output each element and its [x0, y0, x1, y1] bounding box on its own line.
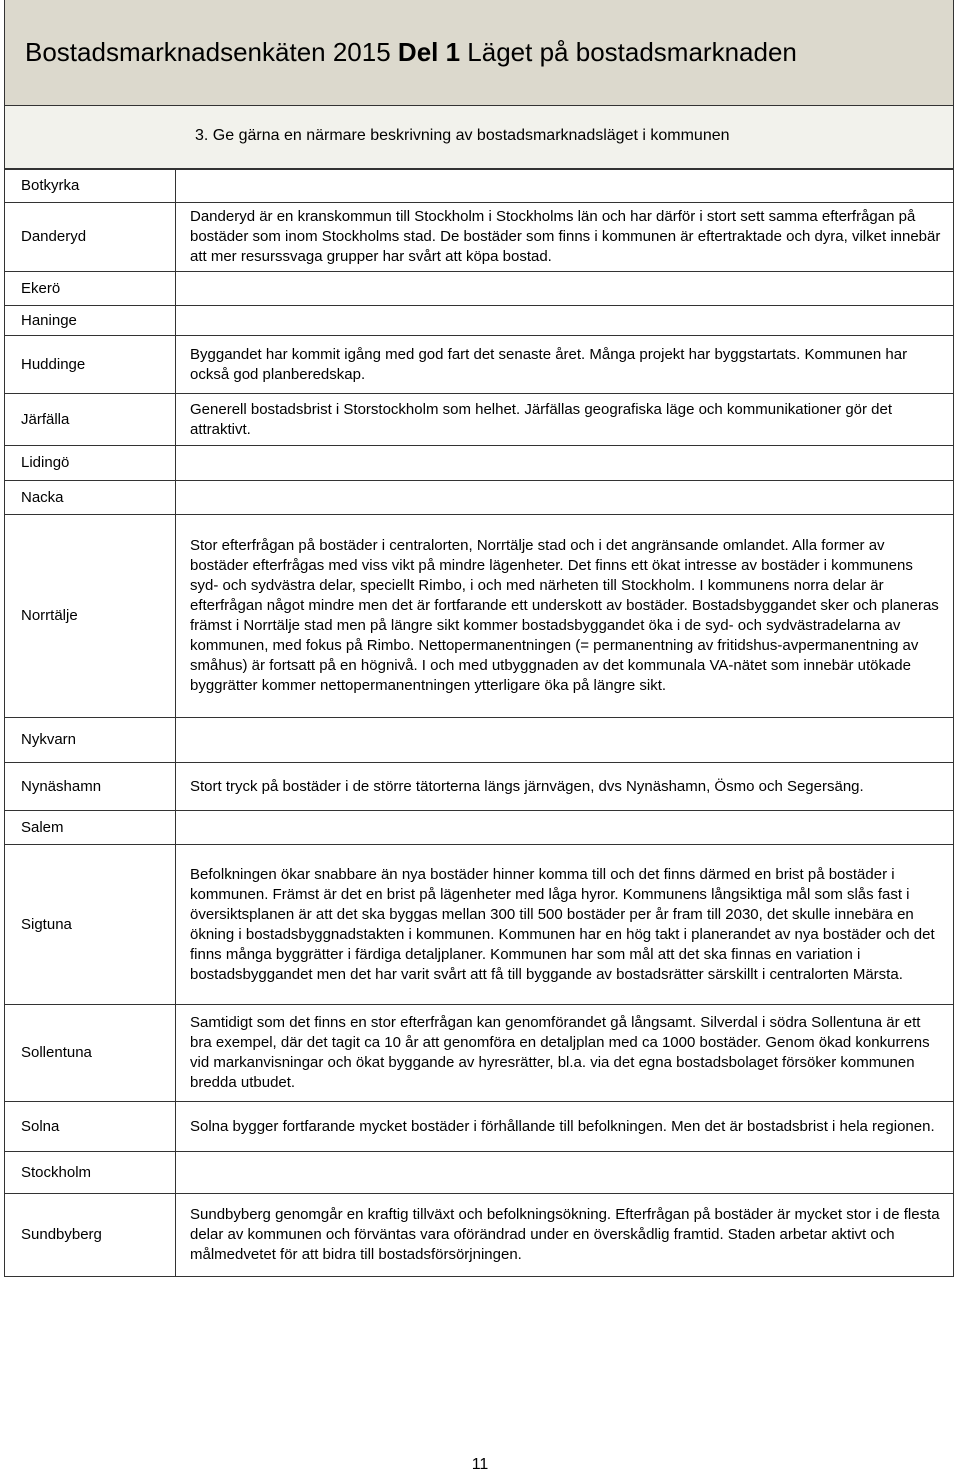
table-row: [5, 170, 954, 203]
municipality-name: Lidingö: [5, 446, 176, 481]
municipality-description: Sundbyberg genomgår en kraftig tillväxt och befolkningsökning. Efterfrågan på bostäder är mycket stor i de flesta delar av kommunen och förväntas vara oförändrad under en överskådlig framtid. Staden arbetar aktivt och målmedvetet för att bidra till bostadsförsörjningen.: [176, 1194, 954, 1277]
table-row: [5, 845, 954, 1005]
municipality-description: Stor efterfrågan på bostäder i centralorten, Norrtälje stad och i det angränsande omlandet. Alla former av bostäder efterfrågas med viss vikt på mindre lägenheter. Det finns ett ökat intresse av bostäder i kommunens syd- och sydvästra delar, speciellt Rimbo, i och med närheten till Stockholm. I kommunens norra delar är efterfrågan något mindre men det är fortfarande ett underskott av bostäder. Bostadsbyggandet sker och planeras främst i Norrtälje stad men på längre sikt kommer bostadsbyggandet öka i de syd- och sydvästradelarna av kommunen, med fokus på Rimbo. Nettopermanentningen (= permanentning av fritidshus-avpermanentning av småhus) är fortsatt på en högnivå. I och med utbyggnaden av det kommunala VA-nätet som innebär utökade byggrätter kommer nettopermanentningen ytterligare öka på längre sikt.: [176, 515, 954, 718]
municipality-name: Järfälla: [5, 394, 176, 446]
title-bold: Del 1: [397, 37, 461, 67]
page-title: [25, 37, 797, 68]
header-band: [4, 0, 954, 106]
table-row: [5, 481, 954, 515]
municipality-name: Salem: [5, 811, 176, 845]
table-row: [5, 272, 954, 306]
table-row: [5, 515, 954, 718]
municipality-description: [176, 170, 954, 203]
page-number: 11: [471, 1456, 489, 1473]
municipality-description: Samtidigt som det finns en stor efterfrågan kan genomförandet gå långsamt. Silverdal i södra Sollentuna är ett bra exempel, där det tagit ca 10 år att genomföra en detaljplan med ca 1000 bostäder. Genom ökad konkurrens vid markanvisningar och ökat byggande av hyresrätter, bl.a. via det egna bostadsbolaget försöker kommunen bredda utbudet.: [176, 1005, 954, 1102]
municipality-description: [176, 1152, 954, 1194]
table-row: [5, 306, 954, 336]
municipality-description: [176, 272, 954, 306]
table-row: [5, 1194, 954, 1277]
municipality-name: Nykvarn: [5, 718, 176, 763]
municipality-description: Befolkningen ökar snabbare än nya bostäder hinner komma till och det finns därmed en brist på bostäder i kommunen. Främst är det en brist på lägenheter med låga hyror. Kommunens långsiktiga mål som slås fast i översiktsplanen är att det ska byggas mellan 300 till 500 bostäder per år fram till 2030, det skulle innebära en ökning i bostadsbyggnadstakten i kommunen. Kommunen har en hög takt i planerandet av nya bostäder och det finns många byggrätter i färdiga detaljplaner. Kommunen har som mål att det ska finnas en variation i bostadsbyggandet men det har varit svårt att få till byggande av bostadsrätter särskillt i centralorten Märsta.: [176, 845, 954, 1005]
municipality-name: Solna: [5, 1102, 176, 1152]
municipality-name: Ekerö: [5, 272, 176, 306]
municipality-name: Norrtälje: [5, 515, 176, 718]
table-row: [5, 1005, 954, 1102]
title-suffix: Läget på bostadsmarknaden: [460, 37, 797, 67]
municipality-name: Nynäshamn: [5, 763, 176, 811]
municipality-description: [176, 811, 954, 845]
question-band: [4, 106, 954, 169]
table-row: [5, 718, 954, 763]
municipality-description: Solna bygger fortfarande mycket bostäder i förhållande till befolkningen. Men det är bostadsbrist i hela regionen.: [176, 1102, 954, 1152]
municipality-name: Sigtuna: [5, 845, 176, 1005]
table-row: [5, 811, 954, 845]
table-row: [5, 394, 954, 446]
municipality-name: Danderyd: [5, 203, 176, 272]
table-row: [5, 336, 954, 394]
municipality-description: Stort tryck på bostäder i de större tätorterna längs järnvägen, dvs Nynäshamn, Ösmo och Segersäng.: [176, 763, 954, 811]
municipality-name: Sollentuna: [5, 1005, 176, 1102]
table-row: [5, 446, 954, 481]
municipality-description: [176, 481, 954, 515]
municipality-name: Nacka: [5, 481, 176, 515]
municipality-name: Haninge: [5, 306, 176, 336]
municipality-description: Byggandet har kommit igång med god fart det senaste året. Många projekt har byggstartats. Kommunen har också god planberedskap.: [176, 336, 954, 394]
municipality-name: Sundbyberg: [5, 1194, 176, 1277]
municipality-table: [4, 169, 954, 1277]
title-prefix: Bostadsmarknadsenkäten 2015: [25, 37, 398, 67]
municipality-description: Danderyd är en kranskommun till Stockholm i Stockholms län och har därför i stort sett samma efterfrågan på bostäder som inom Stockholms stad. De bostäder som finns i kommunen är eftertraktade och dyra, vilket innebär att mer resurssvaga grupper har svårt att köpa bostad.: [176, 203, 954, 272]
municipality-description: [176, 446, 954, 481]
municipality-description: [176, 718, 954, 763]
question-text: 3. Ge gärna en närmare beskrivning av bostadsmarknadsläget i kommunen: [195, 127, 730, 144]
table-row: [5, 203, 954, 272]
municipality-description: Generell bostadsbrist i Storstockholm som helhet. Järfällas geografiska läge och kommunikationer gör det attraktivt.: [176, 394, 954, 446]
table-row: [5, 763, 954, 811]
municipality-name: Huddinge: [5, 336, 176, 394]
table-row: [5, 1152, 954, 1194]
municipality-name: Botkyrka: [5, 170, 176, 203]
municipality-name: Stockholm: [5, 1152, 176, 1194]
table-row: [5, 1102, 954, 1152]
municipality-description: [176, 306, 954, 336]
